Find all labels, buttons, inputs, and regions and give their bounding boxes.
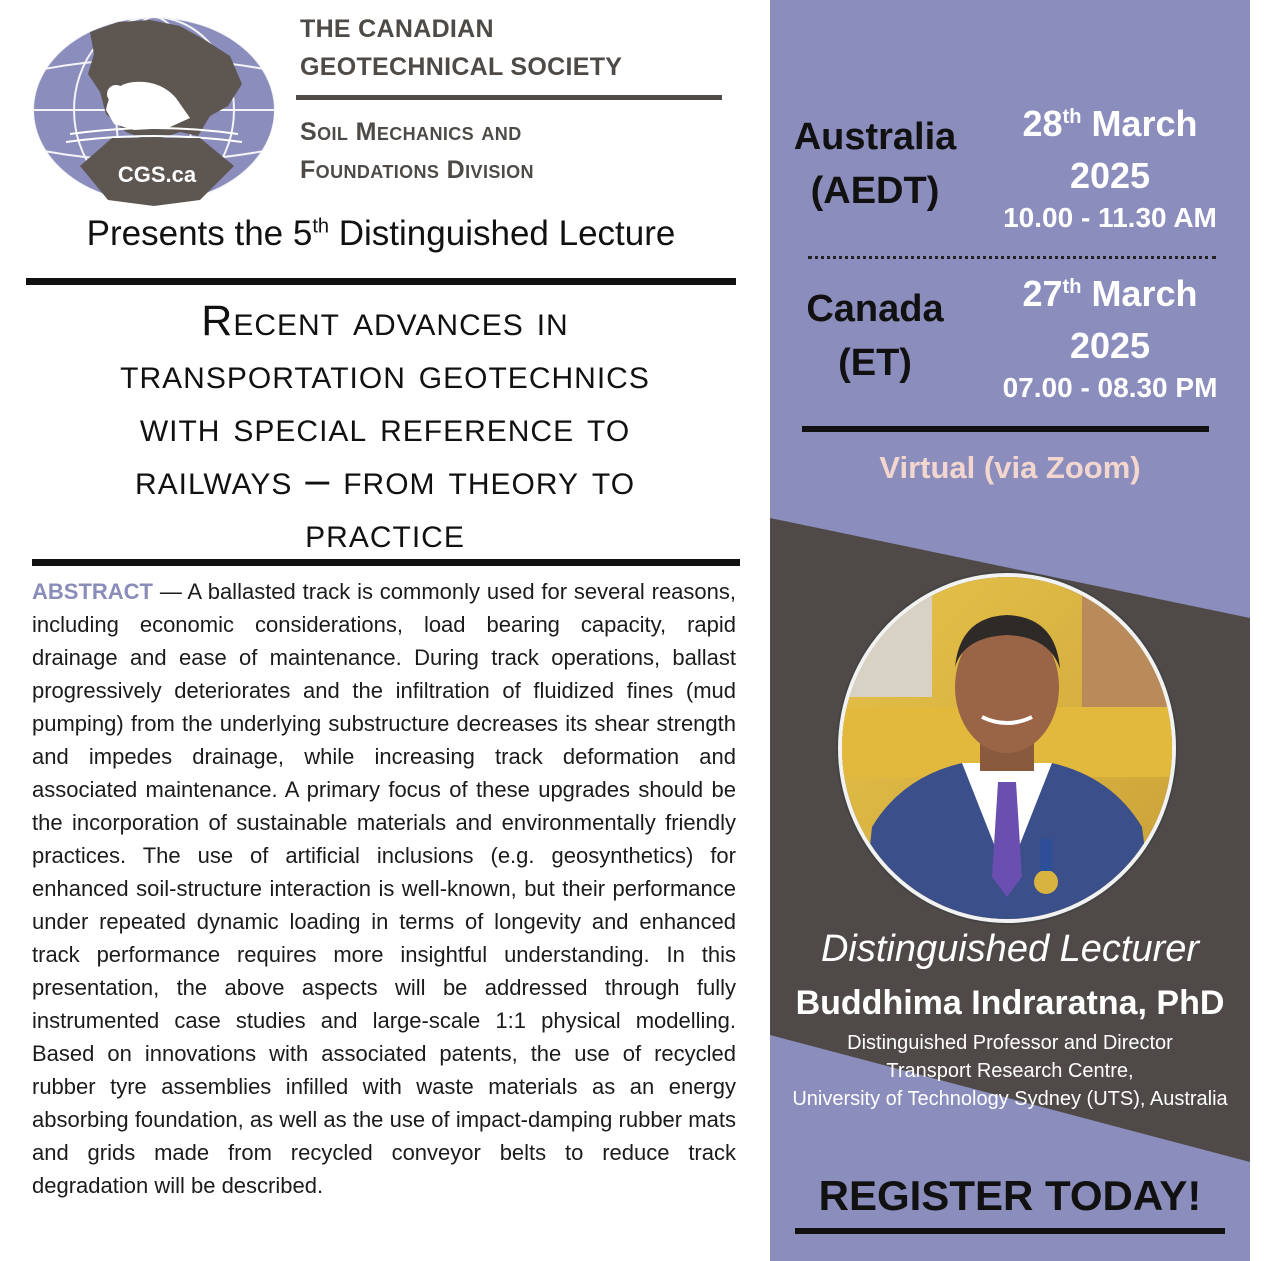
date-ordinal: th (1062, 106, 1082, 128)
location-line1: Canada (806, 288, 944, 330)
presents-prefix: Presents the 5 (86, 214, 313, 253)
cgs-logo (30, 14, 278, 212)
division-line1: Soil Mechanics and (300, 118, 522, 146)
date-year: 2025 (1069, 155, 1151, 196)
abstract-label: ABSTRACT (32, 579, 153, 604)
lecturer-position: Distinguished Professor and Director (847, 1032, 1173, 1054)
venue-text: Virtual (via Zoom) (879, 450, 1141, 485)
title-line: railways – from theory to (134, 456, 636, 504)
title-line: with special reference to (139, 403, 631, 451)
location-line2: (ET) (838, 342, 912, 384)
division-name (300, 113, 730, 189)
org-name-line1: THE CANADIAN (300, 15, 494, 43)
date-year: 2025 (1069, 325, 1151, 366)
lecturer-portrait-image (842, 577, 1172, 919)
abstract-text: — A ballasted track is commonly used for several reasons, including economic considerations, load bearing capacity, rapid drainage and ease of maintenance. During track operations, ballast progressively deteriorates and the infiltration of fluidized fines (mud pumping) from the underlying substructure decreases its shear strength and impedes drainage, while increasing track deformation and associated maintenance. A primary focus of these upgrades should be the incorporation of sustainable materials and environmentally friendly practices. The use of artificial inclusions (e.g. geosynthetics) for enhanced soil-structure interaction is well-known, but their performance under repeated dynamic loading in terms of longevity and enhanced track performance requires more insightful understanding. In this presentation, the above aspects will be addressed through fully instrumented case studies and large-scale 1:1 physical modelling. Based on innovations with associated patents, the use of recycled rubber tyre assemblies infilled with waste materials as an energy absorbing foundation, as well as the use of impact-damping rubber mats and grids made from recycled conveyor belts to reduce track degradation will be described. (32, 579, 736, 1198)
lecturer-role: Distinguished Lecturer (820, 928, 1200, 970)
schedule-bottom-rule (802, 426, 1209, 432)
event-panel (770, 0, 1250, 1261)
org-name-line2: GEOTECHNICAL SOCIETY (300, 53, 623, 81)
date-ordinal: th (1062, 276, 1082, 298)
schedule-location-australia (775, 110, 975, 218)
abstract (32, 575, 736, 1202)
title-line: practice (305, 509, 465, 557)
location-line2: (AEDT) (810, 170, 940, 212)
lecture-title (30, 295, 740, 560)
presents-suffix: Distinguished Lecture (329, 214, 676, 253)
title-line: Recent advances in (201, 297, 569, 345)
date-day: 27 (1022, 273, 1063, 314)
lecturer-affiliation: University of Technology Sydney (UTS), Australia (792, 1088, 1228, 1110)
title-bottom-rule (32, 559, 740, 566)
lecturer-name: Buddhima Indraratna, PhD (795, 984, 1225, 1022)
title-line: transportation geotechnics (120, 350, 650, 398)
presents-heading (26, 214, 736, 254)
org-name (300, 10, 730, 86)
title-top-rule (26, 278, 736, 285)
division-line2: Foundations Division (300, 156, 534, 184)
location-line1: Australia (793, 116, 957, 158)
date-month: March (1081, 103, 1198, 144)
lecturer-photo (838, 573, 1176, 923)
header-divider (296, 95, 722, 100)
register-underline (795, 1228, 1225, 1234)
schedule-time-canada: 07.00 - 08.30 PM (1002, 372, 1218, 403)
date-day: 28 (1022, 103, 1063, 144)
schedule-date-australia (980, 98, 1240, 202)
schedule-location-canada (775, 282, 975, 390)
presents-ordinal: th (312, 215, 330, 238)
schedule-dotted-divider (808, 256, 1216, 259)
lecturer-unit: Transport Research Centre, (886, 1060, 1134, 1082)
logo-text: CGS.ca (117, 162, 197, 187)
schedule-time-australia: 10.00 - 11.30 AM (1003, 202, 1217, 233)
date-month: March (1081, 273, 1198, 314)
register-button[interactable]: REGISTER TODAY! (818, 1172, 1202, 1219)
schedule-date-canada (980, 268, 1240, 372)
